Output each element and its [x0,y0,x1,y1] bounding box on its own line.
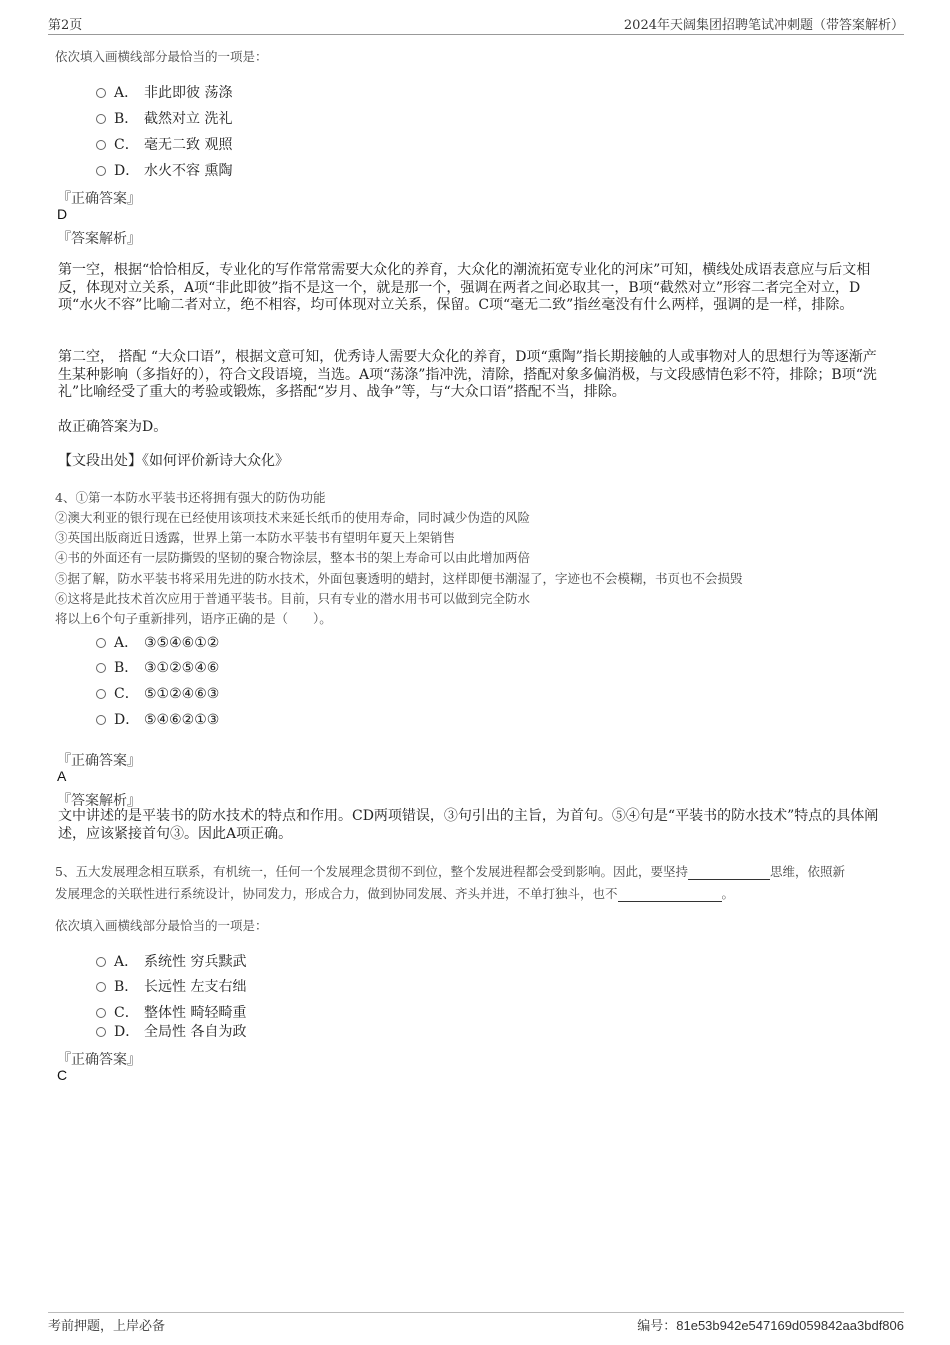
q4-option-c[interactable]: C． ⑤①②④⑥③ [96,683,219,703]
q5-blank-1[interactable] [688,864,770,880]
document-code: 编号：81e53b942e547169d059842aa3bdf806 [637,1318,904,1333]
radio-icon[interactable] [96,1027,106,1037]
q4-analysis-label: 『答案解析』 [57,793,141,809]
q4-line-5: ⑤据了解，防水平装书将采用先进的防水技术，外面包裹透明的蜡封，这样即便书潮湿了，字迹也不会模糊，书页也不会损毁 [55,571,743,586]
q5-option-b[interactable]: B． 长远性 左支右绌 [96,976,246,996]
radio-icon[interactable] [96,689,106,699]
radio-icon[interactable] [96,114,106,124]
footer-slogan: 考前押题，上岸必备 [48,1319,166,1334]
q3-option-b[interactable]: B． 截然对立 洗礼 [96,108,232,128]
q3-analysis-paragraph-1: 第一空，根据“恰恰相反，专业化的写作常常需要大众化的养育，大众化的潮流拓宽专业化的河床”可知，横线处成语表意应与后文相反，体现对立关系，A项“非此即彼”指不是这一个，就是那一个，强调在两者之间必取其一，B项“截然对立”形容二者完全对立，D项“水火不容”比喻二者对立，绝不相容，均可体现对立关系，保留。C项“毫无二致”指丝毫没有什么两样，强调的是一样，排除。 [58,262,871,313]
q4-line-1: 4、①第一本防水平装书还将拥有强大的防伪功能 [55,490,326,505]
radio-icon[interactable] [96,88,106,98]
q4-line-2: ②澳大利亚的银行现在已经使用该项技术来延长纸币的使用寿命，同时减少伪造的风险 [55,510,531,525]
radio-icon[interactable] [96,166,106,176]
q4-option-a[interactable]: A． ③⑤④⑥①② [96,632,219,652]
radio-icon[interactable] [96,638,106,648]
q4-option-b[interactable]: B． ③①②⑤④⑥ [96,657,219,677]
q5-answer-label: 『正确答案』 [57,1052,141,1068]
q5-option-c[interactable]: C． 整体性 畸轻畸重 [96,1002,246,1022]
radio-icon[interactable] [96,140,106,150]
radio-icon[interactable] [96,957,106,967]
q3-source: 【文段出处】《如何评价新诗大众化》 [58,453,289,469]
page-header [48,14,904,35]
q5-answer: C [57,1067,68,1083]
q4-answer-label: 『正确答案』 [57,753,141,769]
q4-option-d[interactable]: D． ⑤④⑥②①③ [96,709,219,729]
q3-analysis-conclusion: 故正确答案为D。 [58,419,168,435]
q3-option-a[interactable]: A． 非此即彼 荡涤 [96,82,232,102]
q3-analysis-paragraph-2: 第二空， 搭配 “大众口语”，根据文意可知，优秀诗人需要大众化的养育，D项“熏陶”指长期接触的人或事物对人的思想行为等逐渐产生某种影响（多指好的），符合文段语境，当选。A项“荡涤”指冲洗，清除，搭配对象多偏消极，与文段感情色彩不符，排除；B项“洗礼”比喻经受了重大的考验或锻炼，多搭配“岁月、战争”等，与“大众口语”搭配不当，排除。 [58,349,877,400]
q3-option-d[interactable]: D． 水火不容 熏陶 [96,160,232,180]
q5-option-d[interactable]: D． 全局性 各自为政 [96,1021,246,1041]
q4-line-3: ③英国出版商近日透露，世界上第一本防水平装书有望明年夏天上架销售 [55,530,456,545]
q4-analysis: 文中讲述的是平装书的防水技术的特点和作用。CD两项错误，③句引出的主旨，为首句。⑤④句是“平装书的防水技术”特点的具体阐述，应该紧接首句③。因此A项正确。 [58,808,879,842]
q5-prompt: 依次填入画横线部分最恰当的一项是： [55,918,268,933]
q5-stem-line-2: 发展理念的关联性进行系统设计，协同发力，形成合力，做到协同发展、齐头并进，不单打独斗，也不 。 [55,886,735,901]
q4-question: 将以上6个句子重新排列，语序正确的是（ ）。 [55,611,332,626]
q3-answer-label: 『正确答案』 [57,191,141,207]
q3-option-c[interactable]: C． 毫无二致 观照 [96,134,232,154]
page-footer [48,1312,904,1335]
q5-stem-line-1: 5、五大发展理念相互联系，有机统一，任何一个发展理念贯彻不到位，整个发展进程都会受到影响。因此，要坚持 思维，依照新 [55,864,845,879]
radio-icon[interactable] [96,1008,106,1018]
q3-prompt: 依次填入画横线部分最恰当的一项是： [55,49,268,64]
q4-line-4: ④书的外面还有一层防撕毁的坚韧的聚合物涂层，整本书的架上寿命可以由此增加两倍 [55,550,531,565]
q5-option-a[interactable]: A． 系统性 穷兵黩武 [96,951,246,971]
q4-answer: A [57,768,67,784]
document-title: 2024年天阔集团招聘笔试冲刺题（带答案解析） [623,18,904,33]
q5-blank-2[interactable] [618,886,722,902]
q3-answer: D [57,206,68,222]
q4-line-6: ⑥这将是此技术首次应用于普通平装书。目前，只有专业的潜水用书可以做到完全防水 [55,591,531,606]
q3-analysis-label: 『答案解析』 [57,231,141,247]
page-number: 第2页 [48,18,83,33]
radio-icon[interactable] [96,982,106,992]
radio-icon[interactable] [96,663,106,673]
radio-icon[interactable] [96,715,106,725]
